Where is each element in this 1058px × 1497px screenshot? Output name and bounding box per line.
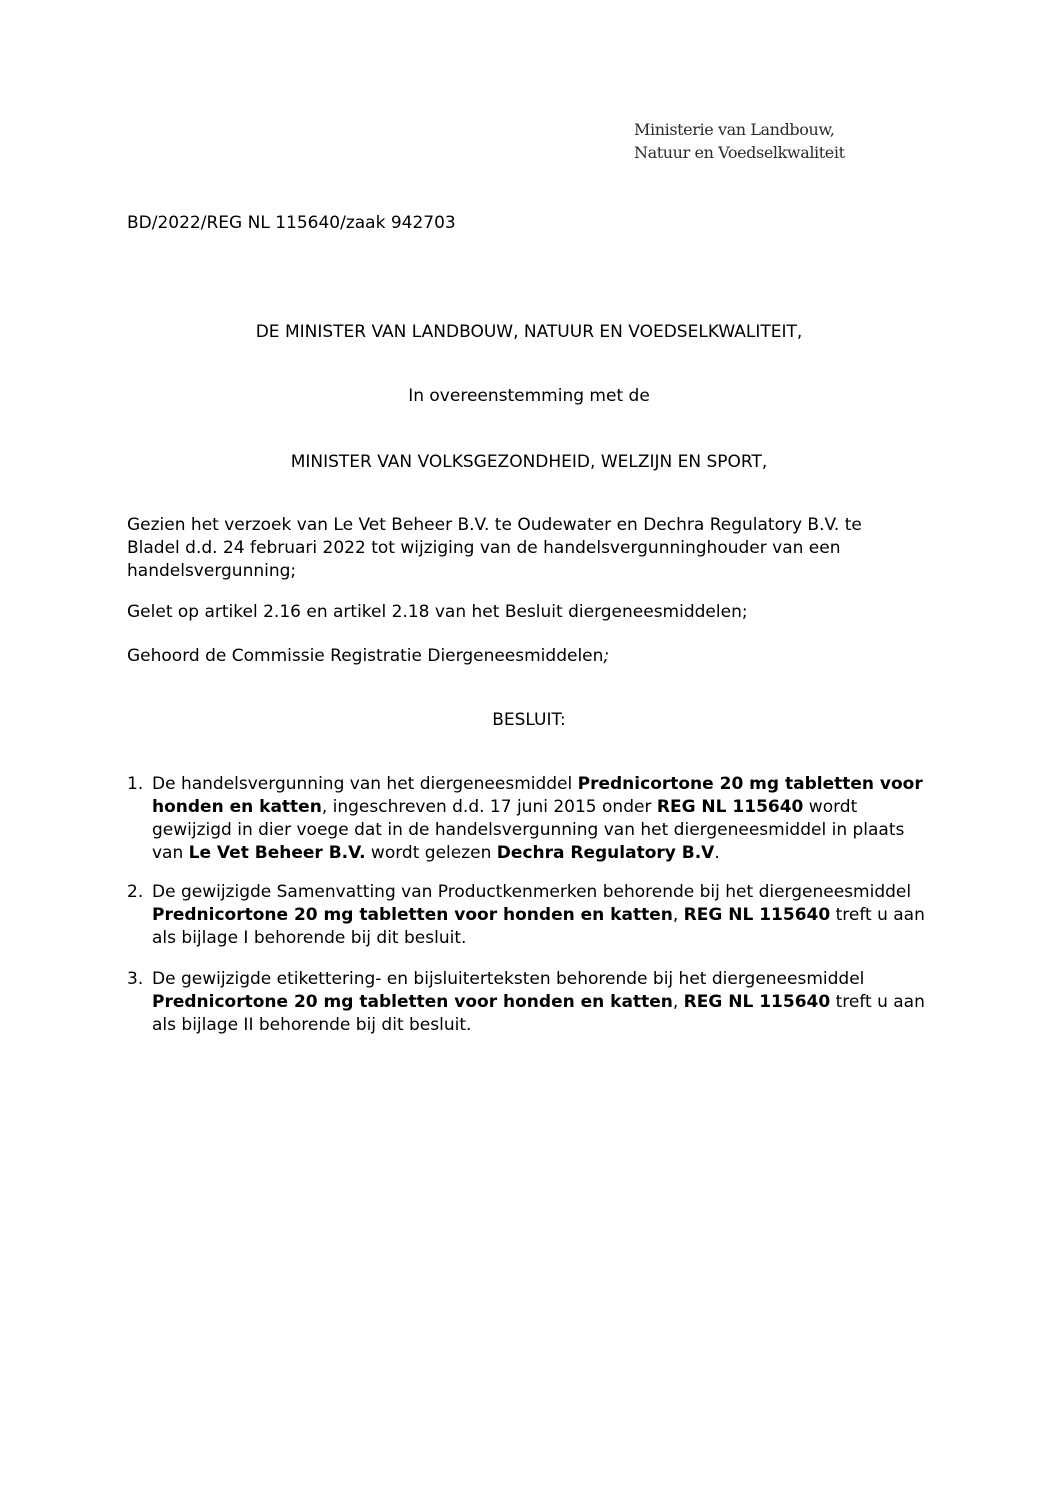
decision-text-part: wordt gewijzigd in dier voege dat in de handelsvergunning van het diergeneesmiddel in plaats van [152, 797, 905, 863]
product-name: Prednicortone 20 mg tabletten voor honden en katten [152, 905, 673, 925]
consideration-gezien: Gezien het verzoek van Le Vet Beheer B.V. te Oudewater en Dechra Regulatory B.V. te Bladel d.d. 24 februari 2022 tot wijziging van de handelsvergunninghouder van een handelsvergunning; [127, 515, 862, 581]
agreement-line: In overeenstemming met de [408, 386, 650, 406]
gehoord-end: ; [603, 646, 610, 666]
new-holder: Dechra Regulatory B.V [496, 843, 715, 863]
decision-text-part: treft u aan als bijlage II behorende bij dit besluit. [152, 992, 925, 1035]
decision-text-part: , [672, 905, 684, 925]
besluit-title: BESLUIT: [492, 710, 566, 730]
consideration-gelet: Gelet op artikel 2.16 en artikel 2.18 van het Besluit diergeneesmiddelen; [127, 602, 748, 622]
decision-text-part: treft u aan als bijlage I behorende bij dit besluit. [152, 905, 925, 948]
consideration-gehoord [127, 645, 917, 668]
decision-item [127, 773, 927, 865]
decision-item [127, 881, 927, 950]
decision-number: 1. [127, 774, 144, 794]
decision-text [152, 881, 927, 950]
minister-heading: DE MINISTER VAN LANDBOUW, NATUUR EN VOEDSELKWALITEIT, [255, 322, 803, 342]
decision-item [127, 968, 927, 1037]
decision-text-part: . [714, 843, 720, 863]
registration-number: REG NL 115640 [683, 905, 831, 925]
decision-text-part: wordt gelezen [365, 843, 497, 863]
reference-number: BD/2022/REG NL 115640/zaak 942703 [127, 213, 456, 233]
ministry-name-line2: Natuur en Voedselkwaliteit [634, 143, 845, 162]
decision-text-part: De handelsvergunning van het diergeneesmiddel [152, 774, 578, 794]
decision-text-part: De gewijzigde etikettering- en bijsluiterteksten behorende bij het diergeneesmiddel [152, 969, 865, 989]
decision-text-part: , [672, 992, 684, 1012]
former-holder: Le Vet Beheer B.V. [188, 843, 366, 863]
registration-number: REG NL 115640 [656, 797, 804, 817]
decision-text [152, 968, 927, 1037]
ministry-name-line1: Ministerie van Landbouw, [634, 120, 835, 139]
product-name: Prednicortone 20 mg tabletten voor honden en katten [152, 992, 673, 1012]
registration-number: REG NL 115640 [683, 992, 831, 1012]
decision-number: 3. [127, 969, 144, 989]
second-minister-heading: MINISTER VAN VOLKSGEZONDHEID, WELZIJN EN SPORT, [290, 452, 768, 472]
decision-text [152, 773, 927, 865]
product-name: Prednicortone 20 mg tabletten voor honden en katten [152, 774, 923, 817]
gehoord-text: Gehoord de Commissie Registratie Diergeneesmiddelen [127, 646, 604, 666]
decision-text-part: De gewijzigde Samenvatting van Productkenmerken behorende bij het diergeneesmiddel [152, 882, 912, 902]
decision-number: 2. [127, 882, 144, 902]
decision-text-part: , ingeschreven d.d. 17 juni 2015 onder [321, 797, 657, 817]
ministry-logo [634, 118, 845, 164]
